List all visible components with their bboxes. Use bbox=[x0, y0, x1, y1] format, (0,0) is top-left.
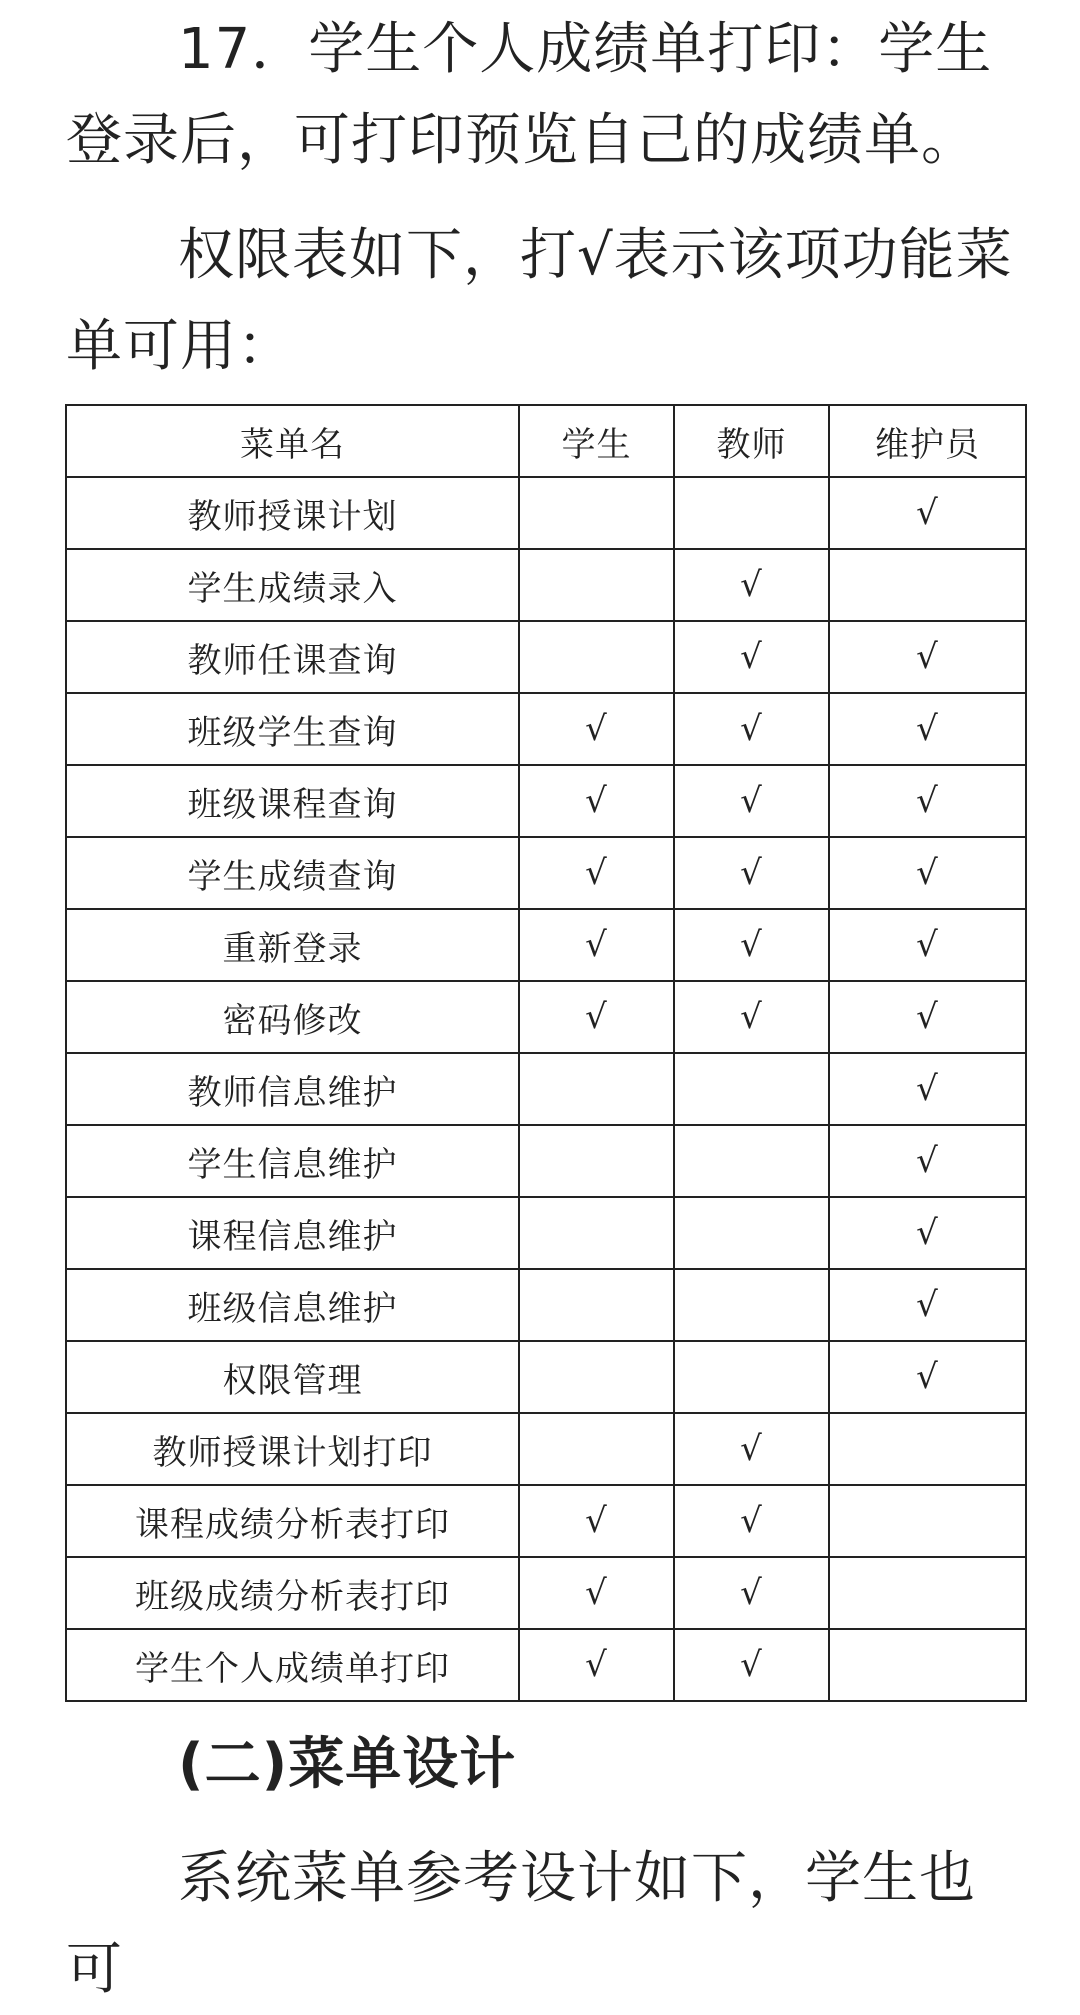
teacher-cell bbox=[674, 1053, 829, 1125]
teacher-cell bbox=[674, 477, 829, 549]
maintainer-cell: √ bbox=[829, 981, 1026, 1053]
teacher-cell bbox=[674, 1197, 829, 1269]
maintainer-cell bbox=[829, 1413, 1026, 1485]
student-cell bbox=[519, 1197, 674, 1269]
teacher-cell: √ bbox=[674, 1629, 829, 1701]
table-row bbox=[66, 765, 1026, 837]
maintainer-cell: √ bbox=[829, 837, 1026, 909]
teacher-cell: √ bbox=[674, 1413, 829, 1485]
teacher-cell: √ bbox=[674, 981, 829, 1053]
table-row bbox=[66, 1557, 1026, 1629]
student-cell bbox=[519, 1413, 674, 1485]
student-cell bbox=[519, 1341, 674, 1413]
teacher-cell: √ bbox=[674, 909, 829, 981]
student-cell bbox=[519, 1053, 674, 1125]
maintainer-cell: √ bbox=[829, 621, 1026, 693]
maintainer-cell: √ bbox=[829, 1053, 1026, 1125]
teacher-cell: √ bbox=[674, 1485, 829, 1557]
teacher-cell bbox=[674, 1341, 829, 1413]
maintainer-cell bbox=[829, 1485, 1026, 1557]
maintainer-cell bbox=[829, 1557, 1026, 1629]
paragraph-permission-intro: 权限表如下，打√表示该项功能菜单可用： bbox=[66, 223, 1013, 379]
menu-name-cell: 学生信息维护 bbox=[66, 1125, 519, 1197]
student-cell: √ bbox=[519, 1485, 674, 1557]
student-cell bbox=[519, 621, 674, 693]
student-cell bbox=[519, 1269, 674, 1341]
teacher-cell: √ bbox=[674, 621, 829, 693]
table-row bbox=[66, 1629, 1026, 1701]
table-row bbox=[66, 1197, 1026, 1269]
student-cell bbox=[519, 549, 674, 621]
maintainer-cell: √ bbox=[829, 1197, 1026, 1269]
menu-name-cell: 班级成绩分析表打印 bbox=[66, 1557, 519, 1629]
menu-name-cell: 教师任课查询 bbox=[66, 621, 519, 693]
student-cell: √ bbox=[519, 693, 674, 765]
table-row bbox=[66, 1341, 1026, 1413]
table-row bbox=[66, 621, 1026, 693]
menu-name-cell: 班级课程查询 bbox=[66, 765, 519, 837]
teacher-cell: √ bbox=[674, 765, 829, 837]
menu-name-cell: 密码修改 bbox=[66, 981, 519, 1053]
table-row bbox=[66, 1413, 1026, 1485]
table-row bbox=[66, 981, 1026, 1053]
menu-name-cell: 课程成绩分析表打印 bbox=[66, 1485, 519, 1557]
teacher-cell bbox=[674, 1269, 829, 1341]
table-row bbox=[66, 693, 1026, 765]
student-cell: √ bbox=[519, 909, 674, 981]
table-row bbox=[66, 1485, 1026, 1557]
menu-name-cell: 学生个人成绩单打印 bbox=[66, 1629, 519, 1701]
maintainer-cell bbox=[829, 549, 1026, 621]
menu-name-cell: 教师授课计划 bbox=[66, 477, 519, 549]
student-cell: √ bbox=[519, 837, 674, 909]
menu-name-cell: 重新登录 bbox=[66, 909, 519, 981]
menu-name-cell: 班级信息维护 bbox=[66, 1269, 519, 1341]
student-cell bbox=[519, 477, 674, 549]
student-cell: √ bbox=[519, 981, 674, 1053]
teacher-cell: √ bbox=[674, 1557, 829, 1629]
maintainer-cell: √ bbox=[829, 765, 1026, 837]
maintainer-cell: √ bbox=[829, 477, 1026, 549]
table-row bbox=[66, 549, 1026, 621]
maintainer-cell: √ bbox=[829, 1125, 1026, 1197]
section-heading-menu-design: (二)菜单设计 bbox=[178, 1732, 517, 1797]
table-row bbox=[66, 477, 1026, 549]
teacher-cell: √ bbox=[674, 549, 829, 621]
teacher-cell bbox=[674, 1125, 829, 1197]
header-menu-name: 菜单名 bbox=[66, 405, 519, 477]
menu-name-cell: 课程信息维护 bbox=[66, 1197, 519, 1269]
maintainer-cell: √ bbox=[829, 693, 1026, 765]
menu-name-cell: 学生成绩录入 bbox=[66, 549, 519, 621]
maintainer-cell: √ bbox=[829, 1269, 1026, 1341]
permission-table bbox=[65, 404, 1027, 1702]
table-row bbox=[66, 1053, 1026, 1125]
menu-name-cell: 班级学生查询 bbox=[66, 693, 519, 765]
student-cell: √ bbox=[519, 1557, 674, 1629]
table-row bbox=[66, 837, 1026, 909]
teacher-cell: √ bbox=[674, 693, 829, 765]
maintainer-cell: √ bbox=[829, 1341, 1026, 1413]
permission-table-body bbox=[66, 477, 1026, 1701]
table-header-row bbox=[66, 405, 1026, 477]
header-teacher: 教师 bbox=[674, 405, 829, 477]
student-cell: √ bbox=[519, 1629, 674, 1701]
menu-name-cell: 学生成绩查询 bbox=[66, 837, 519, 909]
menu-name-cell: 权限管理 bbox=[66, 1341, 519, 1413]
table-row bbox=[66, 1125, 1026, 1197]
menu-name-cell: 教师信息维护 bbox=[66, 1053, 519, 1125]
menu-name-cell: 教师授课计划打印 bbox=[66, 1413, 519, 1485]
maintainer-cell: √ bbox=[829, 909, 1026, 981]
paragraph-menu-design-intro: 系统菜单参考设计如下，学生也可 bbox=[66, 1846, 976, 2002]
header-maintainer: 维护员 bbox=[829, 405, 1026, 477]
student-cell: √ bbox=[519, 765, 674, 837]
teacher-cell: √ bbox=[674, 837, 829, 909]
paragraph-student-report-print: 17．学生个人成绩单打印：学生登录后，可打印预览自己的成绩单。 bbox=[66, 17, 993, 173]
table-row bbox=[66, 909, 1026, 981]
maintainer-cell bbox=[829, 1629, 1026, 1701]
student-cell bbox=[519, 1125, 674, 1197]
table-row bbox=[66, 1269, 1026, 1341]
header-student: 学生 bbox=[519, 405, 674, 477]
